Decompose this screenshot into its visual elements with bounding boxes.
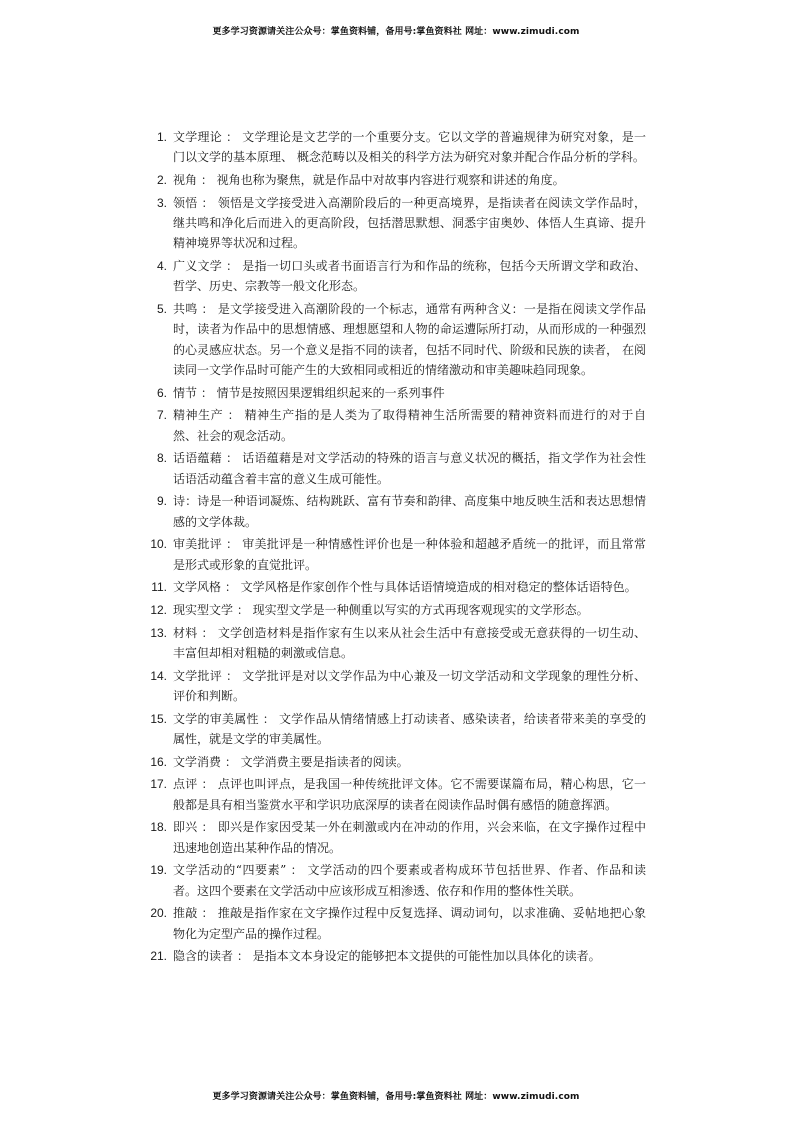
list-item-text: 隐含的读者 ： 是指本文本身设定的能够把本文提供的可能性加以具体化的读者。 [173,949,601,964]
list-item-text: 即兴 ： 即兴是作家因受某一外在刺激或内在冲动的作用，兴会来临，在文字操作过程中迅速地创造出某种作品的情况。 [173,820,646,855]
list-item [146,752,646,772]
list-item [146,170,646,190]
list-item [146,860,646,901]
list-item-number: 11. [151,580,167,595]
list-item-text: 情节 ： 情节是按照因果逻辑组织起来的一系列事件 [173,385,445,400]
list-item-number: 21. [150,949,167,964]
list-item-text: 文学消费 ： 文学消费主要是指读者的阅读。 [173,754,409,769]
list-item [146,946,646,966]
list-item [146,623,646,664]
list-item-text: 文学批评 ： 文学批评是对以文学作品为中心兼及一切文学活动和文学现象的理性分析、评价和判断。 [173,668,646,703]
list-item [146,405,646,446]
list-item-number: 13. [150,625,167,640]
list-item-number: 16. [150,754,167,769]
list-item-text: 推敲 ： 推敲是指作家在文字操作过程中反复选择、调动词句，以求准确、妥帖地把心象物化为定型产品的操作过程。 [173,906,646,941]
list-item-text: 文学的审美属性 ： 文学作品从情绪情感上打动读者、感染读者，给读者带来美的享受的属性，就是文学的审美属性。 [173,711,646,746]
list-item-text: 现实型文学 ： 现实型文学是一种侧重以写实的方式再现客观现实的文学形态。 [173,603,589,617]
list-item-text: 审美批评 ： 审美批评是一种情感性评价也是一种体验和超越矛盾统一的批评，而且常常是形式或形象的直觉批评。 [173,537,646,572]
list-item-number: 6. [156,385,167,400]
list-item [146,709,646,750]
list-item [146,903,646,944]
list-item [146,600,646,620]
list-item [146,577,646,597]
page-footer: 更多学习资源请关注公众号：掌鱼资料铺，备用号:掌鱼资料社 网址：www.zimudi.com [212,1092,580,1102]
list-item-number: 2. [156,173,167,187]
list-item-text: 文学活动的“四要素” ： 文学活动的四个要素或者构成环节包括世界、作者、作品和读者。这四个要素在文学活动中应该形成互相渗透、依存和作用的整体性关联。 [173,863,646,898]
list-item-text: 点评 ： 点评也叫评点，是我国一种传统批评文体。它不需要谋篇布局，精心构思，它一般都是具有相当鉴赏水平和学识功底深厚的读者在阅读作品时偶有感悟的随意挥洒。 [173,777,646,812]
list-item-text: 文学理论 ： 文学理论是文艺学的一个重要分支。它以文学的普遍规律为研究对象，是一门以文学的基本原理、 概念范畴以及相关的科学方法为研究对象并配合作品分析的学科。 [173,130,646,165]
list-item-number: 17. [150,777,167,792]
list-item-text: 领悟 ： 领悟是文学接受进入高潮阶段后的一种更高境界，是指读者在阅读文学作品时，继共鸣和净化后而进入的更高阶段，包括潜思默想、洞悉宇宙奥妙、体悟人生真谛、提升精神境界等状况和过程。 [173,195,646,251]
list-item [146,491,646,532]
list-item [146,774,646,815]
list-item-text: 精神生产 ： 精神生产指的是人类为了取得精神生活所需要的精神资料而进行的对于自然、社会的观念活动。 [173,408,646,443]
list-item-text: 视角 ： 视角也称为聚焦，就是作品中对故事内容进行观察和讲述的角度。 [173,173,565,187]
list-item [146,127,646,168]
list-item-number: 12. [150,603,167,617]
list-item-text: 材料 ： 文学创造材料是指作家有生以来从社会生活中有意接受或无意获得的一切生动、丰富但却相对粗糙的刺激或信息。 [173,625,646,660]
list-item-text: 话语蕴藉 ： 话语蕴藉是对文学活动的特殊的语言与意义状况的概括，指文学作为社会性话语活动蕴含着丰富的意义生成可能性。 [173,451,646,486]
list-item-number: 1. [156,130,167,144]
list-item-number: 19. [150,863,167,878]
list-item [146,299,646,381]
list-item-number: 8. [156,451,167,466]
list-item-number: 20. [150,906,167,921]
list-item [146,383,646,403]
list-item [146,256,646,297]
term-list [146,127,646,969]
list-item-number: 10. [150,537,167,552]
list-item [146,817,646,858]
list-item-number: 7. [156,408,167,423]
list-item-number: 14. [150,668,167,683]
page-header: 更多学习资源请关注公众号：掌鱼资料铺，备用号:掌鱼资料社 网址：www.zimudi.com [212,27,580,37]
list-item-number: 15. [150,711,167,726]
list-item [146,193,646,254]
list-item [146,534,646,575]
list-item-number: 18. [150,820,167,835]
list-item-text: 诗：诗是一种语词凝炼、结构跳跃、富有节奏和韵律、高度集中地反映生活和表达思想情感的文学体裁。 [173,494,646,529]
list-item-text: 共鸣 ： 是文学接受进入高潮阶段的一个标志，通常有两种含义：一是指在阅读文学作品时，读者为作品中的思想情感、理想愿望和人物的命运遭际所打动，从而形成的一种强烈的心灵感应状态。另一个意义是指不同的读者，包括不同时代、阶级和民族的读者， 在阅读同一文学作品时可能产生的大致相同或相近的情绪激动和审美趣味趋同现象。 [173,302,646,378]
list-item-number: 4. [156,259,167,273]
list-item-text: 文学风格 ： 文学风格是作家创作个性与具体话语情境造成的相对稳定的整体话语特色。 [173,580,637,595]
list-item-number: 3. [156,195,167,210]
list-item [146,448,646,489]
list-item-number: 9. [156,494,167,509]
list-item-text: 广义文学 ： 是指一切口头或者书面语言行为和作品的统称，包括今天所谓文学和政治、哲学、历史、宗教等一般文化形态。 [173,259,646,294]
list-item [146,666,646,707]
list-item-number: 5. [156,302,167,316]
